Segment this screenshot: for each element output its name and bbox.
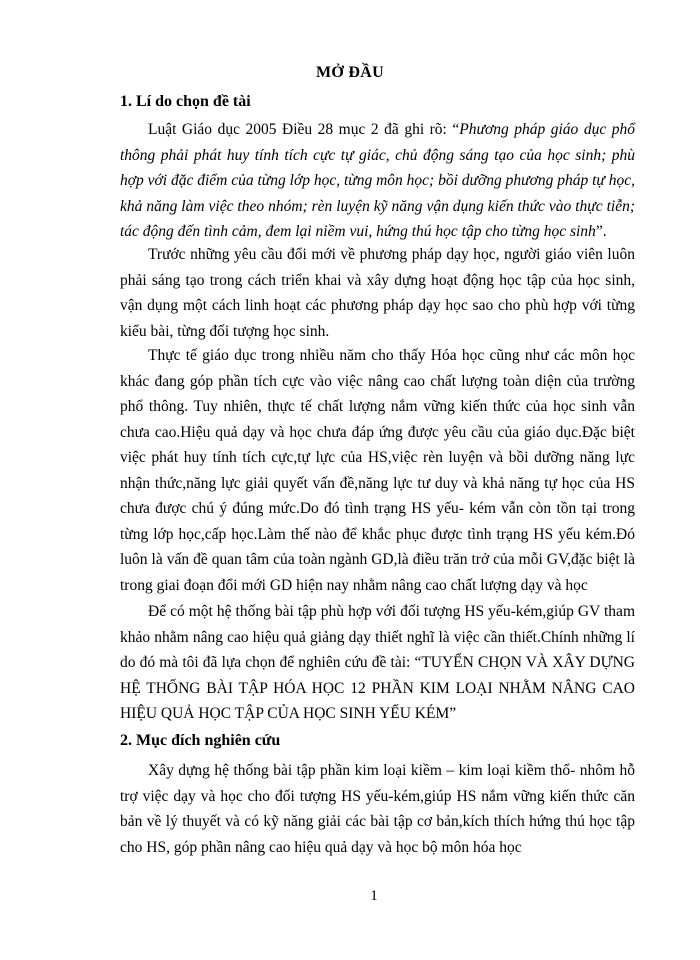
paragraph-teaching-requirements: Trước những yêu cầu đổi mới về phương pháp dạy học, người giáo viên luôn phải sáng tạo trong cách triển khai và xây dựng hoạt động học tập của học sinh, vận dụng một cách linh hoạt các phương pháp dạy học sao cho phù hợp với từng kiểu bài, từng đối tượng học sinh.: [120, 246, 635, 340]
section-heading-reason: 1. Lí do chọn đề tài: [120, 93, 251, 110]
paragraph-law-quote-text: Phương pháp giáo dục phổ thông phải phát huy tính tích cực tự giác, chủ động sáng tạo của học sinh; phù hợp với đặc điểm của từng lớp học, từng môn học; bồi dưỡng phương pháp tự học, khả năng làm việc theo nhóm; rèn luyện kỹ năng vận dụng kiến thức vào thực tiễn; tác động đến tình cảm, đem lại niềm vui, hứng thú học tập cho từng học sinh: [120, 121, 635, 240]
paragraph-law-quote: [120, 117, 635, 245]
document-title: MỞ ĐẦU: [315, 64, 384, 81]
paragraph-law-lead: Luật Giáo dục 2005 Điều 28 mục 2 đã ghi rõ: “: [148, 121, 460, 138]
paragraph-law-tail: ”.: [595, 223, 607, 240]
paragraph-education-reality: Thực tế giáo dục trong nhiều năm cho thấy Hóa học cũng như các môn học khác đang góp phần tích cực vào việc nâng cao chất lượng toàn diện của trường phổ thông. Tuy nhiên, thực tế chất lượng nắm vững kiến thức của học sinh vẫn chưa cao.Hiệu quả dạy và học chưa đáp ứng được yêu cầu của giáo dục.Đặc biệt việc phát huy tính tích cực,tự lực của HS,việc rèn luyện và bồi dưỡng năng lực nhận thức,năng lực giải quyết vấn đề,năng lực tư duy và khả năng tự học của HS chưa được chú ý đúng mức.Do đó tình trạng HS yếu- kém vẫn còn tồn tại trong từng lớp học,cấp học.Làm thế nào để khắc phục được tình trạng HS yếu kém.Đó luôn là vấn đề quan tâm của toàn ngành GD,là điều trăn trở của mỗi GV,đặc biệt là trong giai đoạn đổi mới GD hiện nay nhằm nâng cao chất lượng dạy và học: [120, 347, 635, 594]
page-number: 1: [370, 888, 378, 904]
section-heading-purpose: 2. Mục đích nghiên cứu: [120, 732, 281, 749]
paragraph-research-purpose: Xây dựng hệ thống bài tập phần kim loại kiềm – kim loại kiềm thổ- nhôm hỗ trợ việc dạy và học cho đối tượng HS yếu-kém,giúp HS nắm vững kiến thức căn bản về lý thuyết và có kỹ năng giải các bài tập cơ bản,kích thích hứng thú học tập cho HS, góp phần nâng cao hiệu quả dạy và học bộ môn hóa học: [120, 762, 635, 856]
paragraph-topic-choice: Để có một hệ thống bài tập phù hợp với đối tượng HS yếu-kém,giúp GV tham khảo nhằm nâng cao hiệu quả giảng dạy thiết nghĩ là việc cần thiết.Chính những lí do đó mà tôi đã lựa chọn để nghiên cứu đề tài: “TUYỂN CHỌN VÀ XÂY DỰNG HỆ THỐNG BÀI TẬP HÓA HỌC 12 PHẦN KIM LOẠI NHẰM NÂNG CAO HIỆU QUẢ HỌC TẬP CỦA HỌC SINH YẾU KÉM”: [120, 603, 635, 722]
